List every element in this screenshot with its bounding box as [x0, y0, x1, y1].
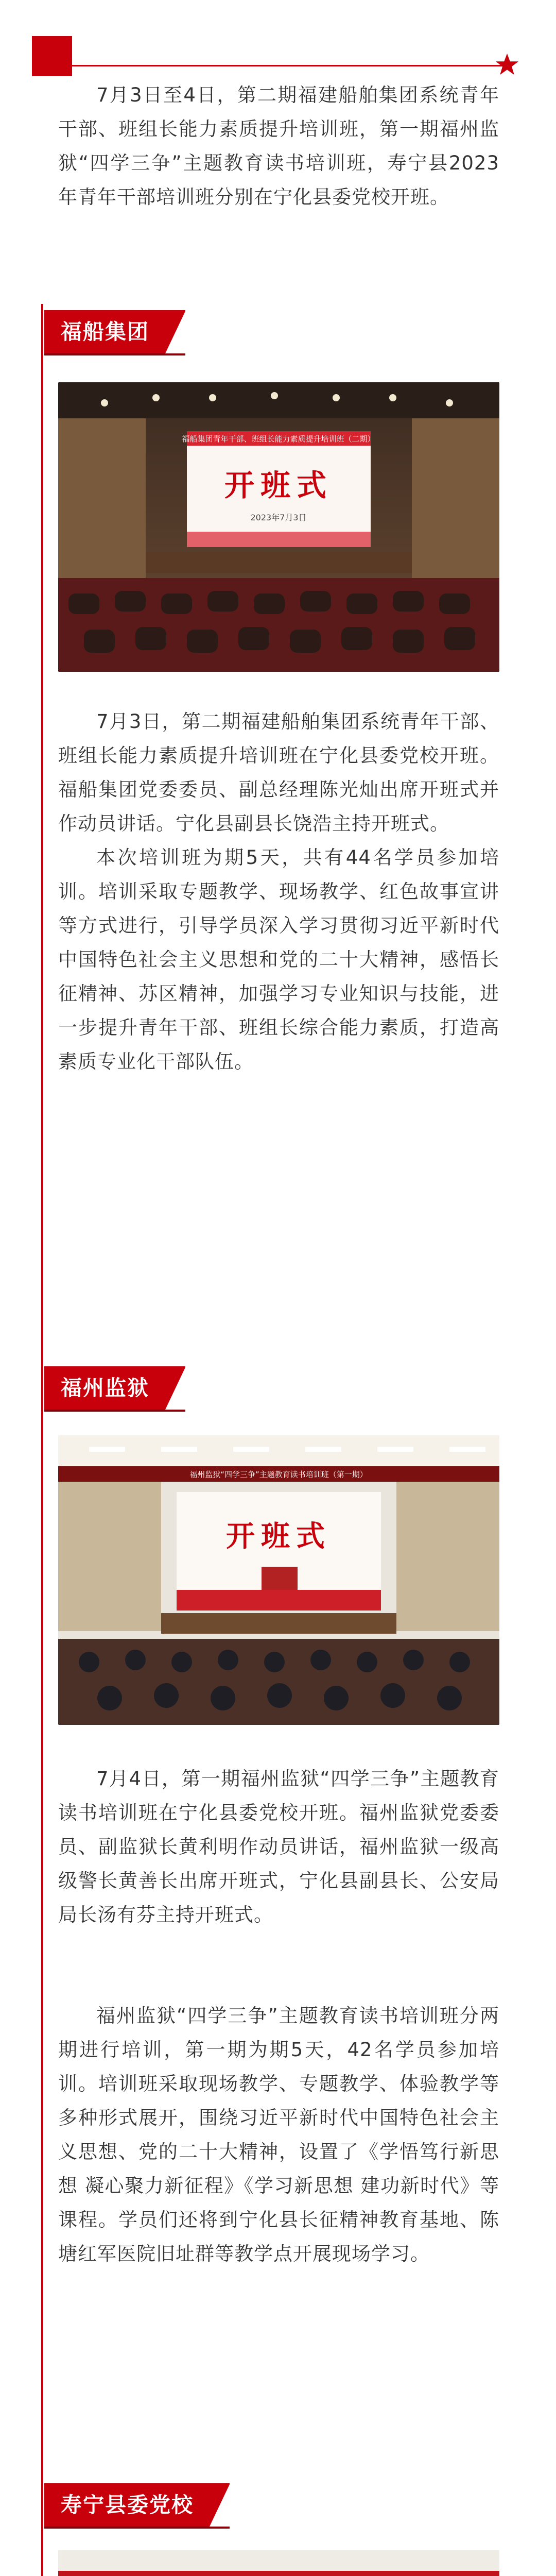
- photo-fuchuan-ceremony: [58, 382, 499, 672]
- fuzhou-paragraph-1: 7月4日，第一期福州监狱“四学三争”主题教育读书培训班在宁化县委党校开班。福州监狱党委委员、副监狱长黄利明作动员讲话，福州监狱一级高级警长黄善长出席开班式，宁化县副县长、公安局局长汤有芬主持开班式。: [58, 1768, 499, 1926]
- photo-banner-text: 福州监狱“四学三争”主题教育读书培训班（第一期）: [189, 1470, 368, 1479]
- photo-title-text: 开班式: [226, 1520, 331, 1553]
- photo-title-text: 开班式: [224, 468, 333, 503]
- decor-left-line: [41, 304, 43, 2576]
- star-icon: [495, 53, 519, 76]
- photo-fuzhou-prison-ceremony: [58, 1435, 499, 1725]
- section-tag-label: 福州监狱: [61, 1376, 149, 1400]
- decor-top-line: [72, 65, 503, 66]
- fuzhou-paragraph-2: 福州监狱“四学三争”主题教育读书培训班分两期进行培训，第一期为期5天，42名学员参加培训。培训班采取现场教学、专题教学、体验教学等多种形式展开，围绕习近平新时代中国特色社会主义思想、党的二十大精神，设置了《学悟笃行新思想 凝心聚力新征程》《学习新思想 建功新时代》等课程。学员们还将到宁化县长征精神教育基地、陈塘红军医院旧址群等教学点开展现场学习。: [58, 2005, 499, 2265]
- section-tag-label: 福船集团: [61, 319, 149, 344]
- section-tag-fuchuan: [44, 310, 185, 353]
- fuchuan-paragraph-2: 本次培训班为期5天，共有44名学员参加培训。培训采取专题教学、现场教学、红色故事宣讲等方式进行，引导学员深入学习贯彻习近平新时代中国特色社会主义思想和党的二十大精神，感悟长征精神、苏区精神，加强学习专业知识与技能，进一步提升青年干部、班组长综合能力素质，打造高素质专业化干部队伍。: [58, 846, 499, 1073]
- section-tag-fuzhou-prison: [44, 1366, 185, 1410]
- photo-banner-text: 福船集团青年干部、班组长能力素质提升培训班（二期）: [182, 434, 375, 444]
- section-tag-label: 寿宁县委党校: [61, 2493, 194, 2517]
- fuchuan-paragraph-1: 7月3日，第二期福建船舶集团系统青年干部、班组长能力素质提升培训班在宁化县委党校开班。福船集团党委委员、副总经理陈光灿出席开班式并作动员讲话。宁化县副县长饶浩主持开班式。: [58, 710, 499, 835]
- photo-shouning-ceremony: [58, 2550, 499, 2576]
- section-tag-shouning: [44, 2483, 230, 2527]
- intro-paragraph: 7月3日至4日，第二期福建船舶集团系统青年干部、班组长能力素质提升培训班，第一期福州监狱“四学三争”主题教育读书培训班，寿宁县2023年青年干部培训班分别在宁化县委党校开班。: [58, 84, 499, 208]
- decor-square: [32, 36, 72, 76]
- photo-date-text: 2023年7月3日: [250, 513, 307, 522]
